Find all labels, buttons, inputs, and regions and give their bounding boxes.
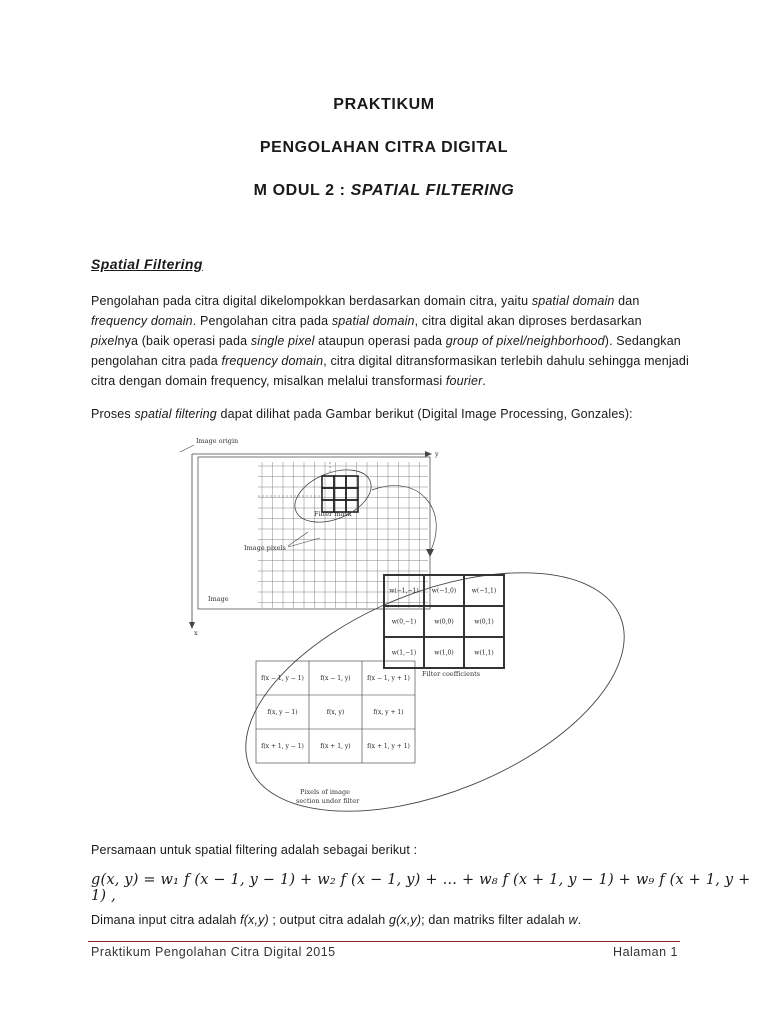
pixel-value: f(x, y): [326, 709, 345, 716]
spatial-filter-equation: g(x, y) = w₁ f (x − 1, y − 1) + w₂ f (x − 1, y) + … + w₈ f (x + 1, y − 1) + w₉ f (x + 1, y + 1) ,: [91, 872, 751, 904]
italic-term: spatial domain: [331, 314, 415, 328]
filter-weight: w(1,0): [434, 649, 454, 657]
pixels-under-filter-label-1: Pixels of image: [300, 788, 350, 796]
text-run: .: [482, 374, 487, 388]
paragraph-variables: [91, 910, 691, 930]
text-run: dapat dilihat pada Gambar berikut (Digital Image Processing, Gonzales):: [216, 407, 633, 421]
curve-arrow: [426, 549, 434, 557]
mask-cell: [346, 488, 358, 500]
paragraph-equation-intro: Persamaan untuk spatial filtering adalah sebagai berikut :: [91, 843, 418, 857]
text-run: . Pengolahan citra pada: [192, 314, 332, 328]
title-module: [0, 181, 768, 201]
italic-term: fourier: [445, 374, 483, 388]
italic-term: pixel: [91, 334, 118, 348]
text-run: nya (baik operasi pada: [117, 334, 251, 348]
y-axis-arrow: [425, 451, 432, 457]
filter-coefficients-label: Filter coefficients: [422, 670, 481, 678]
text-run: Dimana input citra adalah: [91, 913, 241, 927]
footer-rule: [88, 941, 680, 942]
italic-term: frequency domain: [221, 354, 324, 368]
origin-pointer: [180, 445, 194, 452]
text-run: ). Sedangkan pengolahan citra pada: [91, 334, 681, 368]
text-run: , citra digital ditransformasikan terlebih dahulu sehingga menjadi citra dengan domain frequency, misalkan melalui transformasi: [91, 354, 689, 388]
italic-term: single pixel: [250, 334, 315, 348]
image-pixels-label: Image pixels: [244, 544, 286, 552]
image-section-table: [256, 661, 415, 763]
pixel-value: f(x + 1, y): [320, 743, 351, 750]
pixel-value: f(x + 1, y + 1): [367, 743, 410, 750]
x-axis-arrow: [189, 622, 195, 629]
title-module-topic: SPATIAL FILTERING: [350, 182, 515, 199]
image-label: Image: [208, 595, 229, 603]
footer-course: Praktikum Pengolahan Citra Digital 2015: [91, 945, 336, 959]
text-run: dan: [614, 294, 640, 308]
title-course: PENGOLAHAN CITRA DIGITAL: [259, 139, 509, 156]
filter-weight: w(1,−1): [391, 649, 417, 657]
filter-weight: w(−1,1): [471, 587, 497, 595]
y-axis-label: y: [435, 450, 439, 458]
italic-term: group of pixel/neighborhood: [445, 334, 605, 348]
pixel-value: f(x + 1, y − 1): [261, 743, 304, 750]
italic-term: f(x,y): [240, 913, 269, 927]
filter-weight: w(1,1): [474, 649, 494, 657]
text-run: ; dan matriks filter adalah: [421, 913, 569, 927]
x-axis-label: x: [194, 629, 198, 637]
filter-weight: w(0,−1): [391, 618, 417, 626]
filter-mask-label: Filter mask: [314, 510, 352, 518]
pixel-value: f(x, y + 1): [373, 709, 404, 716]
image-origin-label: Image origin: [196, 437, 239, 445]
italic-term: w: [568, 913, 578, 927]
filter-weight: w(−1,−1): [389, 587, 419, 595]
italic-term: spatial domain: [531, 294, 615, 308]
mask-cell: [322, 476, 334, 488]
filter-weight: w(0,1): [474, 618, 494, 626]
text-run: .: [577, 913, 582, 927]
pixel-value: f(x − 1, y + 1): [367, 675, 410, 682]
filter-weight: w(−1,0): [431, 587, 457, 595]
paragraph-figure-intro: [91, 404, 691, 424]
text-run: , citra digital akan diproses berdasarkan: [414, 314, 642, 328]
footer-page-number: Halaman 1: [613, 945, 678, 959]
text-run: ; output citra adalah: [268, 913, 389, 927]
mask-cell: [334, 476, 346, 488]
image-pixel-grid: [258, 462, 428, 608]
filter-mask-ellipse: [287, 460, 378, 533]
filter-coefficients-table: [384, 575, 504, 668]
mask-cell: [334, 488, 346, 500]
italic-term: spatial filtering: [134, 407, 217, 421]
section-heading: Spatial Filtering: [91, 256, 203, 272]
mask-cell: [346, 476, 358, 488]
filter-mask-grid: [322, 476, 358, 512]
mask-to-coefficients-curve: [372, 486, 436, 552]
filter-weight: w(0,0): [434, 618, 454, 626]
pixels-under-filter-label-2: section under filter: [296, 797, 360, 805]
pixel-value: f(x − 1, y − 1): [261, 675, 304, 682]
pixel-value: f(x − 1, y): [320, 675, 351, 682]
paragraph-intro: [91, 291, 691, 391]
spatial-filtering-figure: [150, 432, 630, 828]
text-run: Proses: [91, 407, 135, 421]
pixel-value: f(x, y − 1): [267, 709, 298, 716]
italic-term: frequency domain: [91, 314, 193, 328]
text-run: Pengolahan pada citra digital dikelompokkan berdasarkan domain citra, yaitu: [91, 294, 532, 308]
italic-term: g(x,y): [389, 913, 422, 927]
title-praktikum: PRAKTIKUM: [333, 96, 435, 113]
mask-cell: [322, 488, 334, 500]
title-module-prefix: M ODUL 2 :: [253, 182, 351, 199]
text-run: ataupun operasi pada: [314, 334, 446, 348]
